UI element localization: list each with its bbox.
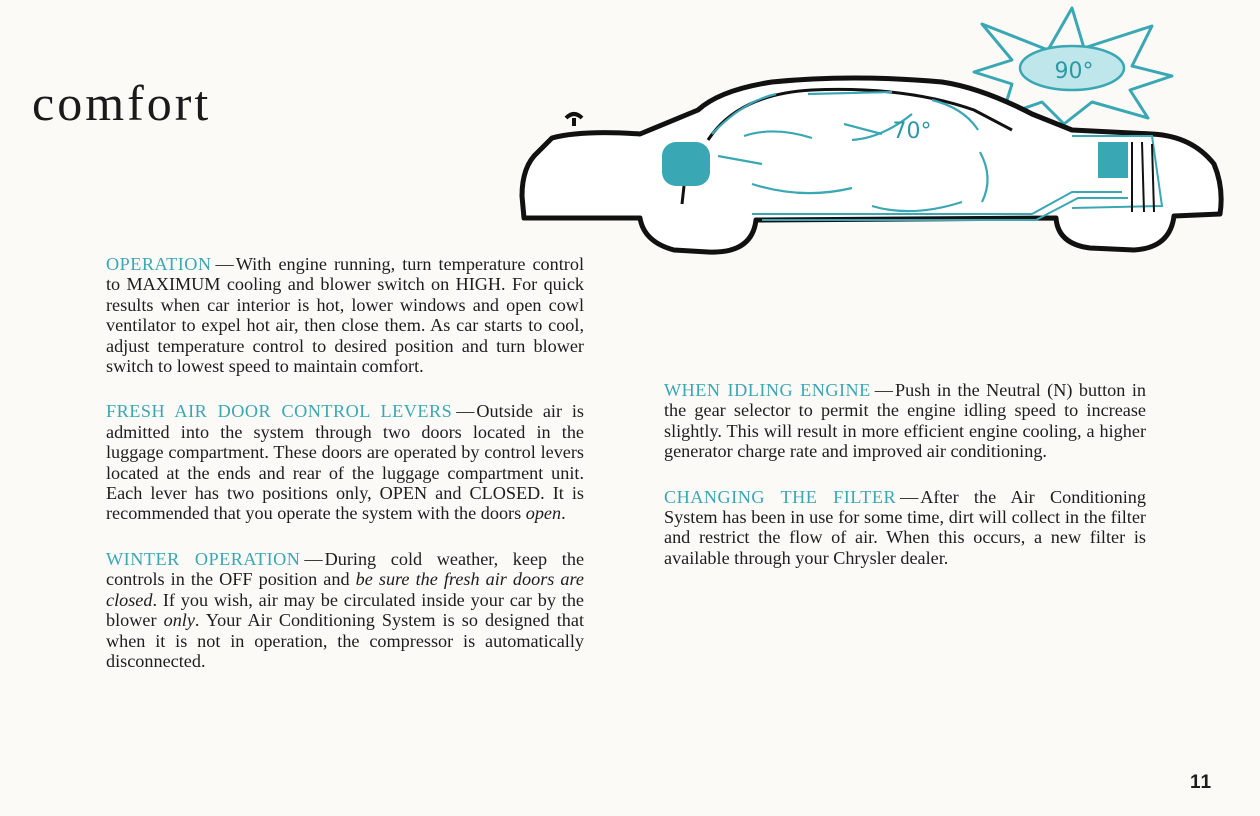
fresh-air-section: FRESH AIR DOOR CONTROL LEVERS — Outside air is admitted into the system through two doors located in the luggage compartment. These doors are operated by control levers located at the ends and rear of the luggage compartment unit. Each lever has two positions only, OPEN and CLOSED. It is recommended that you operate the system with the doors open.	[106, 401, 584, 524]
winter-heading: WINTER OPERATION	[106, 548, 301, 569]
fresh-air-heading: FRESH AIR DOOR CONTROL LEVERS	[106, 401, 453, 422]
page-number: 11	[1190, 772, 1213, 793]
winter-text-2: . If you wish, air may be circulated inside your car by the blower	[106, 589, 584, 631]
winter-emphasis-1: be sure the fresh air doors are closed	[106, 569, 585, 610]
operation-section: OPERATION — With engine running, turn temperature control to MAXIMUM cooling and blower switch on HIGH. For quick results when car interior is hot, lower windows and open cowl ventilator to expel hot air, then close them. As car starts to cool, adjust temperature control to desired position and turn blower switch to lowest speed to maintain comfort.	[106, 254, 584, 377]
filter-section: CHANGING THE FILTER — After the Air Conditioning System has been in use for some time, dirt will collect in the filter and restrict the flow of air. When this occurs, a new filter is available through your Chrysler dealer.	[664, 486, 1146, 568]
winter-text-1: During cold weather, keep the controls in the OFF position and	[106, 548, 585, 590]
outside-temp-label: 90°	[1054, 59, 1094, 84]
left-column	[106, 254, 584, 671]
fresh-air-text: Outside air is admitted into the system through two doors located in the luggage compartment. These doors are operated by control levers located at the ends and rear of the luggage compartment unit. Each lever has two positions only, OPEN and CLOSED. It is recommended that you operate the system with the doors	[106, 401, 584, 524]
fresh-air-end: .	[561, 503, 566, 524]
winter-emphasis-2: only	[163, 610, 195, 631]
winter-section: WINTER OPERATION — During cold weather, keep the controls in the OFF position and be sure the fresh air doors are closed. If you wish, air may be circulated inside your car by the blower only. Your Air Conditioning System is so designed that when it is not in operation, the compressor is automatically disconnected.	[106, 548, 585, 671]
idling-heading: WHEN IDLING ENGINE	[664, 380, 871, 400]
car-airflow-illustration	[512, 6, 1236, 280]
idling-section: WHEN IDLING ENGINE — Push in the Neutral (N) button in the gear selector to permit the engine idling speed to increase slightly. This will result in more efficient engine cooling, a higher generator charge rate and improved air conditioning.	[664, 380, 1146, 462]
winter-text-3: . Your Air Conditioning System is so designed that when it is not in operation, the compressor is automatically disconnected.	[106, 610, 584, 671]
inside-temp-label: 70°	[892, 119, 932, 144]
operation-text: With engine running, turn temperature control to MAXIMUM cooling and blower switch on HIGH. For quick results when car interior is hot, lower windows and open cowl ventilator to expel hot air, then close them. As car starts to cool, adjust temperature control to desired position and turn blower switch to lowest speed to maintain comfort.	[106, 254, 584, 377]
right-column	[664, 380, 1146, 568]
operation-heading: OPERATION	[106, 254, 212, 274]
filter-heading: CHANGING THE FILTER	[664, 486, 897, 507]
page-title: comfort	[32, 75, 212, 131]
filter-text: After the Air Conditioning System has been in use for some time, dirt will collect in the filter and restrict the flow of air. When this occurs, a new filter is available through your Chrysler dealer.	[664, 486, 1146, 568]
fresh-air-emphasis: open	[525, 503, 562, 524]
idling-text: Push in the Neutral (N) button in the gear selector to permit the engine idling speed to increase slightly. This will result in more efficient engine cooling, a higher generator charge rate and improved air conditioning.	[664, 380, 1146, 462]
